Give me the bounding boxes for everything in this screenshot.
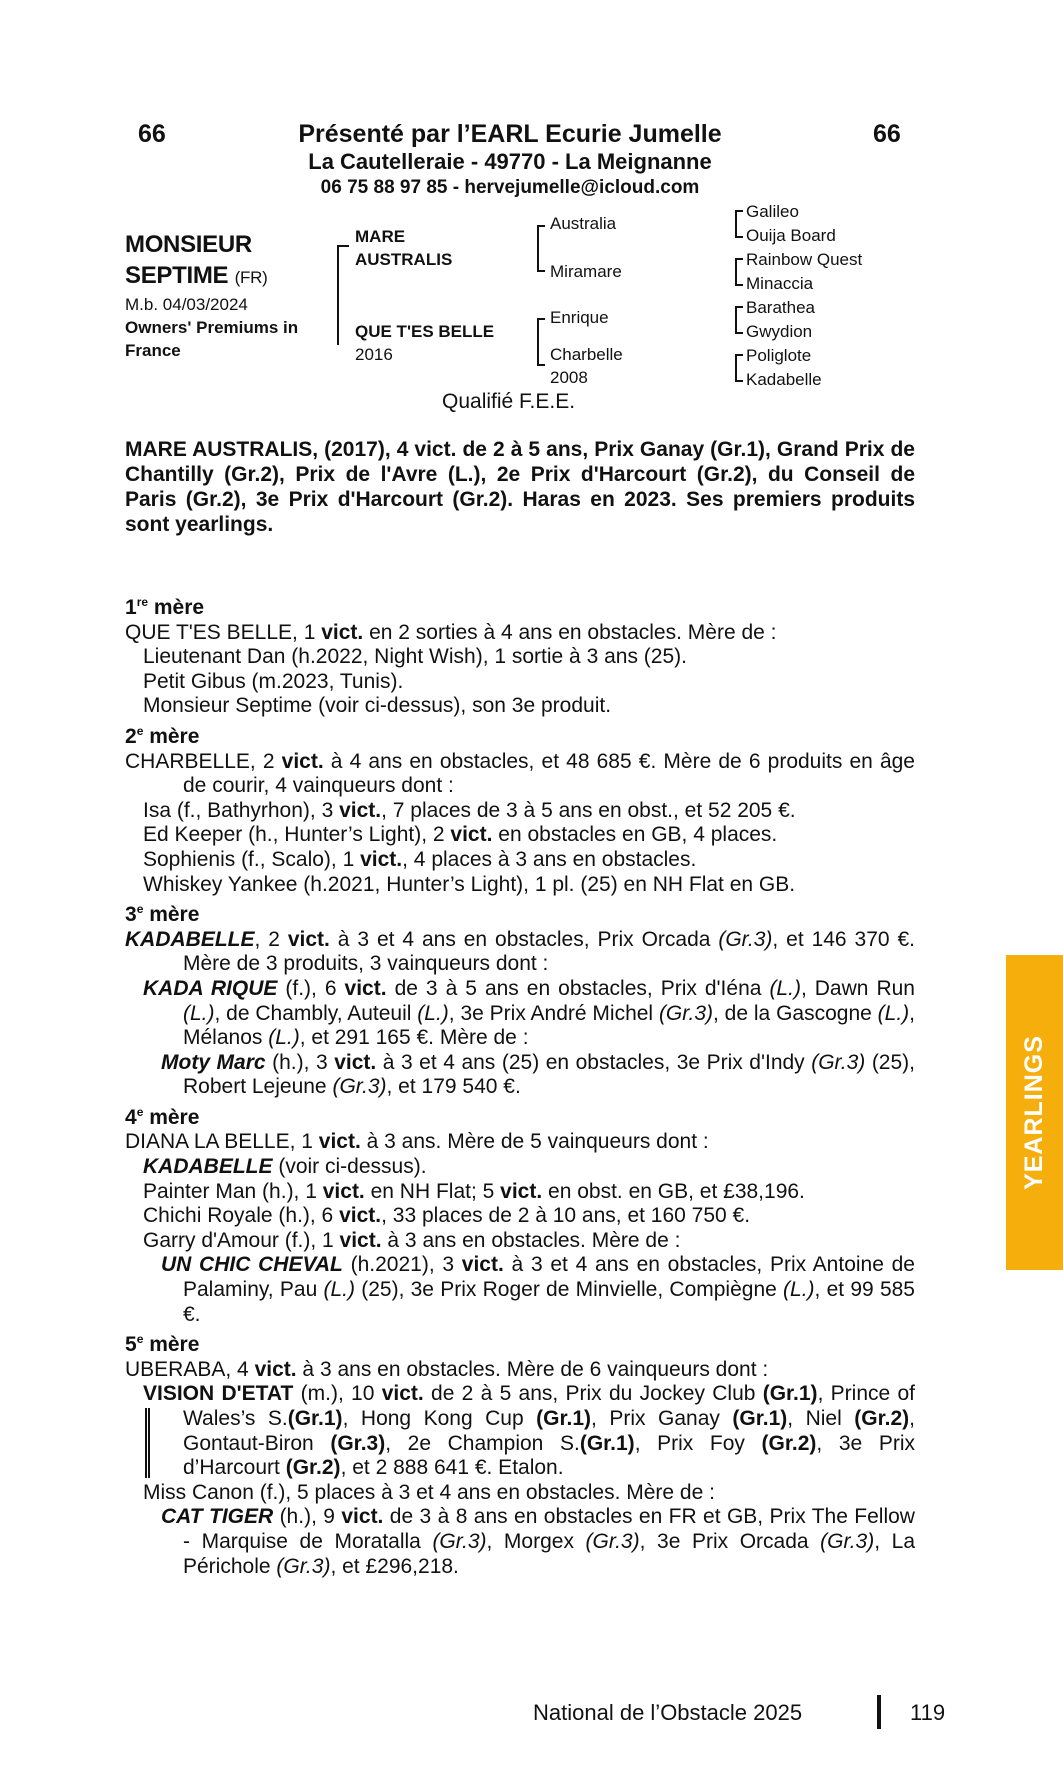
bracket-g56 <box>735 306 743 334</box>
list-item: UN CHIC CHEVAL (h.2021), 3 vict. à 3 et 4 ans en obstacles, Prix Antoine de Palaminy, Pau (L.) (25), 3e Prix Roger de Minvielle, Compiègne (L.), et 99 585 €. <box>161 1253 915 1326</box>
list-item: Ed Keeper (h., Hunter’s Light), 2 vict. en obstacles en GB, 4 places. <box>143 823 778 847</box>
heading-1st-dam: 1re mère <box>125 595 205 619</box>
dam-dam: Charbelle <box>550 345 623 364</box>
list-item: Lieutenant Dan (h.2022, Night Wish), 1 sortie à 3 ans (25). <box>143 645 687 669</box>
list-item: Moty Marc (h.), 3 vict. à 3 et 4 ans (25) en obstacles, 3e Prix d'Indy (Gr.3) (25), Robert Lejeune (Gr.3), et 179 540 €. <box>161 1050 915 1099</box>
premium-line1: Owners' Premiums in <box>125 318 299 337</box>
horse-description: M.b. 04/03/2024 <box>125 295 248 314</box>
sire-dam: Miramare <box>550 262 622 281</box>
dam-name: QUE T'ES BELLE <box>355 322 495 341</box>
heading-5th-dam: 5e mère <box>125 1332 200 1357</box>
family-notes <box>125 590 915 1579</box>
address: La Cautelleraie - 49770 - La Meignanne <box>308 149 712 174</box>
dam-dam-year: 2008 <box>550 368 588 387</box>
sire-sire: Australia <box>550 214 617 233</box>
horse-name: SEPTIME <box>125 262 229 289</box>
fifth-dam: UBERABA, 4 vict. à 3 ans en obstacles. Mère de 6 vainqueurs dont : <box>125 1357 769 1381</box>
bracket-g78 <box>735 354 743 382</box>
list-item: Painter Man (h.), 1 vict. en NH Flat; 5 vict. en obst. en GB, et £38,196. <box>143 1179 805 1203</box>
lot-number-right: 66 <box>873 120 901 148</box>
second-dam: CHARBELLE, 2 vict. à 4 ans en obstacles, et 48 685 €. Mère de 6 produits en âge de courir, 4 vainqueurs dont : <box>125 749 915 798</box>
list-item: KADABELLE (voir ci-dessus). <box>143 1155 427 1179</box>
bracket-dam-parents-bottom <box>537 318 545 366</box>
dam-sire: Enrique <box>550 308 609 327</box>
third-dam: KADABELLE, 2 vict. à 3 et 4 ans en obstacles, Prix Orcada (Gr.3), et 146 370 €. Mère de 3 produits, 3 vainqueurs dont : <box>125 927 915 976</box>
bracket-sire-parents-bottom <box>537 225 545 272</box>
heading-4th-dam: 4e mère <box>125 1104 200 1129</box>
list-item: CAT TIGER (h.), 9 vict. de 3 à 8 ans en obstacles en FR et GB, Prix The Fellow - Marquise de Moratalla (Gr.3), Morgex (Gr.3), 3e Prix Orcada (Gr.3), La Périchole (Gr.3), et £296,218. <box>161 1505 915 1578</box>
g7: Poliglote <box>746 346 812 365</box>
premium-line2: France <box>125 341 181 360</box>
dam-year: 2016 <box>355 345 393 364</box>
g1: Galileo <box>746 202 799 221</box>
list-item: Petit Gibus (m.2023, Tunis). <box>143 669 404 693</box>
list-item: Sophienis (f., Scalo), 1 vict., 4 places à 3 ans en obstacles. <box>143 847 697 871</box>
list-item: KADA RIQUE (f.), 6 vict. de 3 à 5 ans en obstacles, Prix d'Iéna (L.), Dawn Run (L.), de Chambly, Auteuil (L.), 3e Prix André Michel (Gr.3), de la Gascogne (L.), Mélanos (L.), et 291 165 €. Mère de : <box>143 976 915 1050</box>
sire-line1: MARE <box>355 227 406 246</box>
sire-line2: AUSTRALIS <box>355 250 453 269</box>
presenter: Présenté par l’EARL Ecurie Jumelle <box>298 120 722 148</box>
vision-detat-block <box>125 1382 915 1480</box>
g2: Ouija Board <box>746 226 836 245</box>
list-item: Garry d'Amour (f.), 1 vict. à 3 ans en obstacles. Mère de : <box>143 1228 681 1252</box>
qualified-label: Qualifié F.E.E. <box>442 390 576 413</box>
first-dam: QUE T'ES BELLE, 1 vict. en 2 sorties à 4 ans en obstacles. Mère de : <box>125 620 777 644</box>
stallion-marker <box>145 1408 150 1478</box>
footer-title: National de l’Obstacle 2025 <box>533 1700 803 1725</box>
bracket-parents <box>337 245 349 345</box>
heading-3rd-dam: 3e mère <box>125 902 200 927</box>
list-item: Whiskey Yankee (h.2021, Hunter’s Light), 1 pl. (25) en NH Flat en GB. <box>143 872 796 896</box>
section-tab <box>1006 955 1063 1270</box>
page-number: 119 <box>910 1700 946 1725</box>
list-item: Monsieur Septime (voir ci-dessus), son 3e produit. <box>143 694 612 718</box>
list-item: VISION D'ETAT (m.), 10 vict. de 2 à 5 ans, Prix du Jockey Club (Gr.1), Prince of Wales’s S.(Gr.1), Hong Kong Cup (Gr.1), Prix Ganay (Gr.1), Niel (Gr.2), Gontaut-Biron (Gr.3), 2e Champion S.(Gr.1), Prix Foy (Gr.2), 3e Prix d’Harcourt (Gr.2), et 2 888 641 €. Etalon. <box>143 1382 915 1480</box>
heading-2nd-dam: 2e mère <box>125 723 200 748</box>
list-item: Chichi Royale (h.), 6 vict., 33 places de 2 à 10 ans, et 160 750 €. <box>143 1204 751 1228</box>
horse-name-line2 <box>125 262 267 290</box>
g6: Gwydion <box>746 322 813 341</box>
horse-country: (FR) <box>234 268 268 287</box>
g3: Rainbow Quest <box>746 250 863 269</box>
sire-summary: MARE AUSTRALIS, (2017), 4 vict. de 2 à 5 ans, Prix Ganay (Gr.1), Grand Prix de Chantilly (Gr.2), Prix de l'Avre (L.), 2e Prix d'Harcourt (Gr.2), du Conseil de Paris (Gr.2), 3e Prix d'Harcourt (Gr.2). Haras en 2023. Ses premiers produits sont yearlings. <box>125 438 915 536</box>
list-item: Miss Canon (f.), 5 places à 3 et 4 ans en obstacles. Mère de : <box>143 1480 715 1504</box>
list-item: Isa (f., Bathyrhon), 3 vict., 7 places de 3 à 5 ans en obst., et 52 205 €. <box>143 798 796 822</box>
fourth-dam: DIANA LA BELLE, 1 vict. à 3 ans. Mère de 5 vainqueurs dont : <box>125 1130 709 1154</box>
g8: Kadabelle <box>746 370 822 389</box>
lot-number-left: 66 <box>138 120 166 148</box>
contact: 06 75 88 97 85 - hervejumelle@icloud.com <box>320 177 700 198</box>
footer-divider <box>877 1695 881 1729</box>
bracket-g12 <box>735 210 743 238</box>
horse-name-line1: MONSIEUR <box>125 231 252 258</box>
bracket-g34 <box>735 258 743 286</box>
g5: Barathea <box>746 298 815 317</box>
g4: Minaccia <box>746 274 814 293</box>
section-tab-label: YEARLINGS <box>1020 1035 1049 1190</box>
